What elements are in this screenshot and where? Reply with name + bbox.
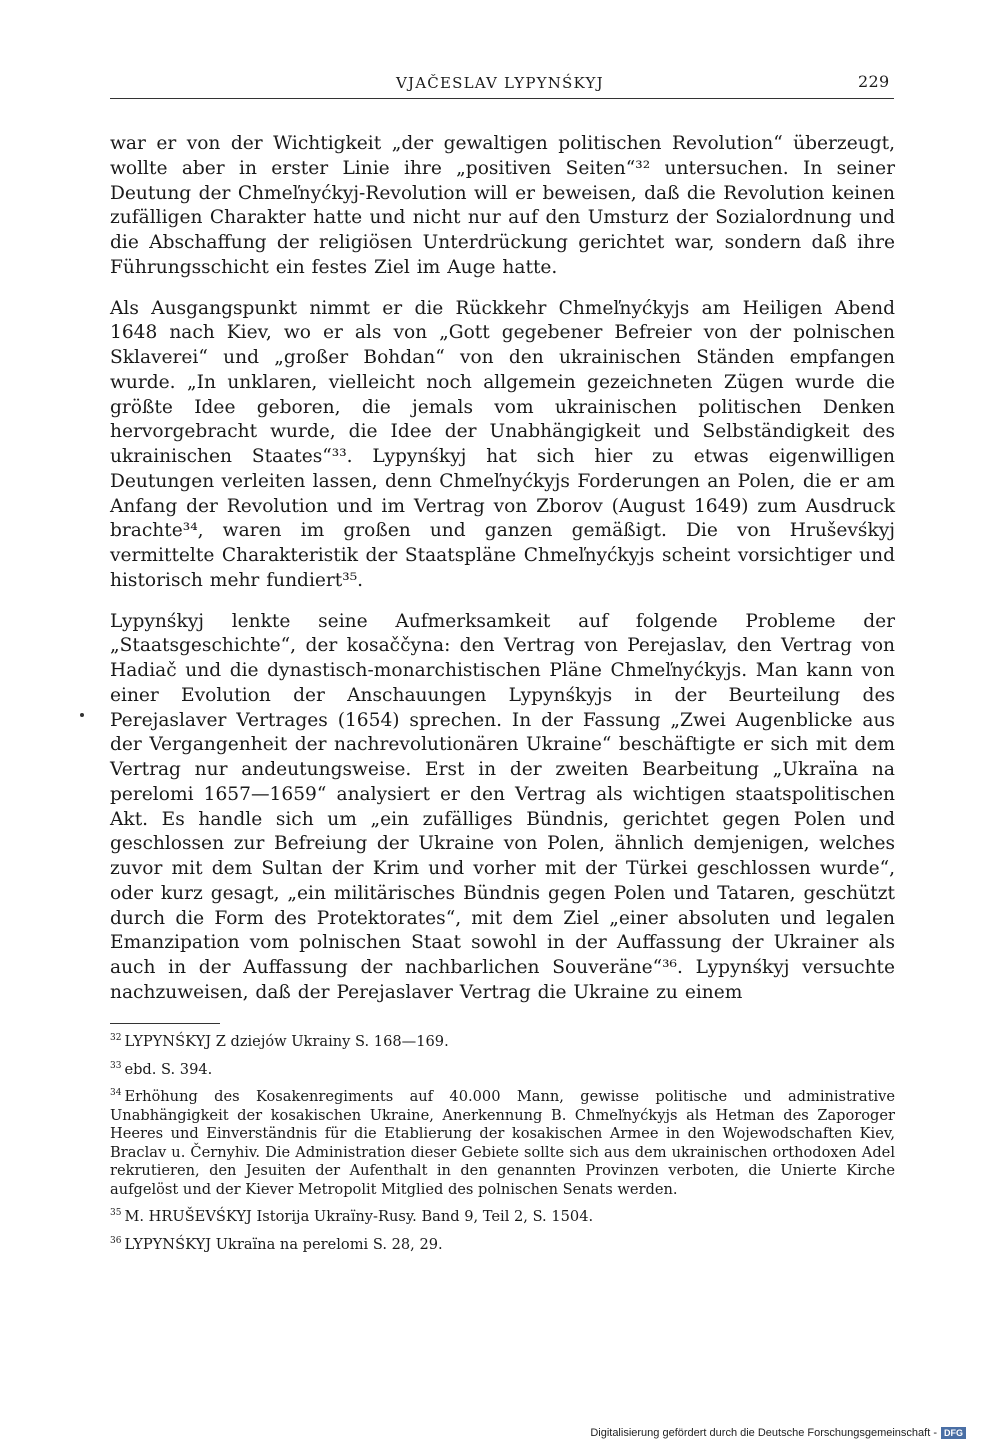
footnote-number: 36 [110,1235,122,1246]
footnote-text: Erhöhung des Kosakenregiments auf 40.000 Mann, gewisse politische und administrative Unabhängigkeit der kosakischen Ukraine, Anerkennung B. Chmeľnyćkyjs als Hetman des Zaporoger Heeres und Einverständnis für die Etablierung der kosakischen Armee in den Wojewodschaften Kiev, Braclav u. Černyhiv. Die Administration dieser Gebiete sollte sich aus dem ukrainischen orthodoxen Adel rekrutieren, den Jesuiten der Aufenthalt in den genannten Provinzen verboten, die Unierte Kirche aufgelöst und der Kiever Metropolit Mitglied des polnischen Senats werden. [110,1088,895,1198]
dfg-logo: DFG [941,1427,966,1439]
footnote-text: LYPYNŚKYJ Ukraïna na perelomi S. 28, 29. [124,1235,443,1253]
footnote-32 [110,1033,895,1052]
footnote-number: 35 [110,1208,122,1219]
footnote-35 [110,1208,895,1227]
footnote-34 [110,1088,895,1199]
footnote-36 [110,1236,895,1255]
paragraph-2: Als Ausgangspunkt nimmt er die Rückkehr Chmeľnyćkyjs am Heiligen Abend 1648 nach Kiev, wo er als von „Gott gegebener Befreier von der polnischen Sklaverei“ und „großer Bohdan“ von den ukrainischen Ständen empfangen wurde. „In unklaren, vielleicht noch allgemein gezeichneten Zügen wurde die größte Idee geboren, die jemals vom ukrainischen politischen Denken hervorgebracht wurde, die Idee der Unabhängigkeit und Selbständigkeit des ukrainischen Staates“³³. Lypynśkyj hat sich hier zu etwas eigenwilligen Deutungen verleiten lassen, denn Chmeľnyćkyjs Forderungen an Polen, die er am Anfang der Revolution und im Vertrag von Zborov (August 1649) zum Ausdruck brachte³⁴, waren im großen und ganzen gemäßigt. Die von Hruševśkyj vermittelte Charakteristik der Staatspläne Chmeľnyćkyjs scheint vorsichtiger und historisch mehr fundiert³⁵. [110,297,895,591]
running-title: VJAČESLAV LYPYNŚKYJ [396,74,604,92]
footnotes [110,1033,895,1263]
body-text [110,132,895,1022]
page-number: 229 [858,72,890,91]
footnote-text: LYPYNŚKYJ Z dziejów Ukrainy S. 168—169. [124,1033,449,1050]
paragraph-1: war er von der Wichtigkeit „der gewaltigen politischen Revolution“ überzeugt, wollte aber in erster Linie ihre „positiven Seiten“³² untersuchen. In seiner Deutung der Chmeľnyćkyj-Revolution will er beweisen, daß die Revolution keinen zufälligen Charakter hatte und nicht nur auf den Umsturz der Sozialordnung und die Abschaffung der religiösen Unterdrückung gerichtet war, sondern daß ihre Führungsschicht ein festes Ziel im Auge hatte. [110,133,895,278]
footnote-number: 32 [110,1033,122,1044]
footnote-number: 33 [110,1060,122,1071]
header-rule [110,98,894,99]
footnote-rule [110,1023,220,1024]
footnote-text: M. HRUŠEVŚKYJ Istorija Ukraïny-Rusy. Band 9, Teil 2, S. 1504. [124,1208,594,1225]
footnote-text: ebd. S. 394. [124,1060,213,1078]
footnote-number: 34 [110,1088,122,1099]
credit-text: Digitalisierung gefördert durch die Deutsche Forschungsgemeinschaft - [590,1427,937,1439]
footnote-33 [110,1061,895,1080]
digitization-credit [590,1427,966,1439]
paragraph-3: Lypynśkyj lenkte seine Aufmerksamkeit auf folgende Probleme der „Staatsgeschichte“, der kosaččyna: den Vertrag von Perejaslav, den Vertrag von Hadiač und die dynastisch-monarchistischen Pläne Chmeľnyćkyjs. Man kann von einer Evolution der Anschauungen Lypynśkyjs in der Beurteilung des Perejaslaver Vertrages (1654) sprechen. In der Fassung „Zwei Augenblicke aus der Vergangenheit der nachrevolutionären Ukraine“ beschäftigte er sich mit dem Vertrag nur andeutungsweise. Erst in der zweiten Bearbeitung „Ukraïna na perelomi 1657—1659“ analysiert er den Vertrag als wichtigen staatspolitischen Akt. Es handle sich um „ein zufälliges Bündnis, gerichtet gegen Polen und geschlossen zur Befreiung der Ukraine von Polen, ähnlich demjenigen, welches zuvor mit dem Sultan der Krim und vorher mit der Türkei geschlossen wurde“, oder kurz gesagt, „ein militärisches Bündnis gegen Polen und Tataren, geschützt durch die Form des Protektorates“, mit dem Ziel „einer absoluten und legalen Emanzipation vom polnischen Staat sowohl in der Auffassung der Ukrainer als auch in der Auffassung der nachbarlichen Souveräne“³⁶. Lypynśkyj versuchte nachzuweisen, daß der Perejaslaver Vertrag die Ukraine zu einem [110,610,895,1003]
margin-mark [80,713,84,717]
